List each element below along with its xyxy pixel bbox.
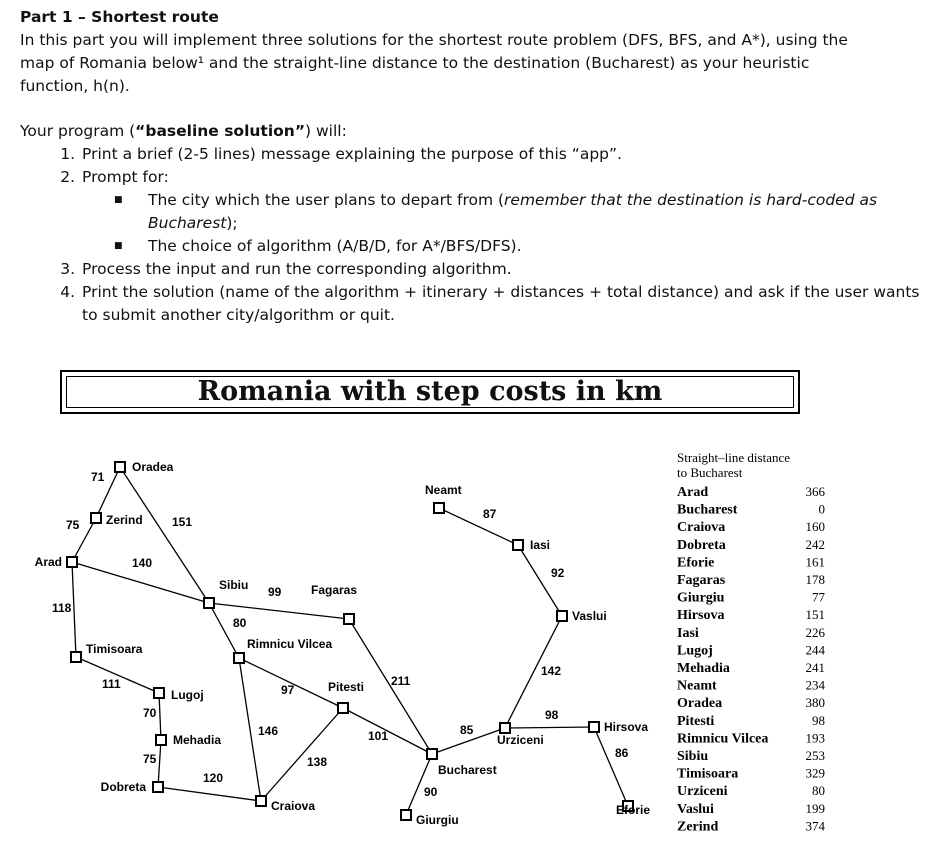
road-distance-label: 99 (268, 585, 282, 599)
sld-city-value: 380 (805, 695, 825, 711)
road-distance-label: 75 (143, 752, 157, 766)
sld-city-name: Iasi (677, 625, 699, 641)
road-distance-label: 70 (143, 706, 157, 720)
city-node-neamt (434, 503, 444, 513)
sld-city-value: 160 (805, 519, 825, 535)
road-lugoj-mehadia (159, 693, 161, 740)
city-label-oradea: Oradea (132, 460, 174, 474)
sld-city-name: Urziceni (677, 784, 728, 800)
sld-title: Straight–line distance (677, 450, 791, 465)
road-distance-label: 80 (233, 616, 247, 630)
road-distance-label: 118 (52, 601, 72, 615)
sld-city-value: 178 (805, 572, 825, 587)
road-distance-label: 97 (281, 683, 295, 697)
sld-city-name: Neamt (677, 678, 717, 694)
city-label-timisoara: Timisoara (86, 642, 143, 656)
city-label-vaslui: Vaslui (572, 609, 607, 623)
sld-city-name: Lugoj (677, 643, 713, 659)
sld-city-value: 193 (805, 730, 825, 746)
city-label-dobreta: Dobreta (100, 780, 146, 794)
bullet-text: The choice of algorithm (A/B/D, for A*/BFS/DFS). (148, 237, 522, 255)
road-distance-label: 151 (172, 515, 193, 529)
road-iasi-neamt (439, 508, 518, 545)
road-arad-timisoara (72, 562, 76, 657)
city-node-iasi (513, 540, 523, 550)
city-label-lugoj: Lugoj (171, 688, 204, 702)
city-node-fagaras (344, 614, 354, 624)
road-distance-label: 111 (102, 677, 121, 691)
road-urziceni-hirsova (505, 727, 594, 728)
sld-city-value: 329 (805, 765, 825, 781)
sld-city-name: Fagaras (677, 573, 726, 588)
road-distance-label: 211 (391, 674, 411, 688)
sld-city-value: 0 (818, 501, 825, 517)
city-node-craiova (256, 796, 266, 806)
road-sibiu-rimnicu (209, 603, 239, 658)
map-title: Romania with step costs in km (197, 376, 663, 407)
city-label-pitesti: Pitesti (328, 680, 365, 694)
road-distance-label: 86 (615, 746, 629, 760)
sld-subtitle: to Bucharest (677, 465, 743, 480)
sld-city-name: Sibiu (677, 749, 709, 764)
city-label-urziceni: Urziceni (497, 733, 544, 747)
city-node-hirsova (589, 722, 599, 732)
city-label-fagaras: Fagaras (311, 583, 358, 597)
sld-city-name: Giurgiu (677, 590, 725, 606)
city-label-eforie: Eforie (616, 803, 651, 817)
city-node-dobreta (153, 782, 163, 792)
city-node-oradea (115, 462, 125, 472)
city-node-sibiu (204, 598, 214, 608)
city-label-iasi: Iasi (530, 538, 551, 552)
sld-city-value: 161 (805, 554, 825, 570)
road-distance-label: 142 (541, 664, 562, 678)
city-label-bucharest: Bucharest (438, 763, 497, 777)
city-label-hirsova: Hirsova (604, 720, 649, 734)
step-text: Prompt for: (82, 168, 169, 186)
city-label-craiova: Craiova (271, 799, 316, 813)
road-oradea-sibiu (120, 467, 209, 603)
road-distance-label: 71 (91, 470, 105, 484)
city-label-arad: Arad (34, 555, 62, 569)
lead-bold-text: “baseline solution” (135, 122, 306, 140)
city-node-bucharest (427, 749, 437, 759)
road-dobreta-craiova (158, 787, 261, 801)
bullet-italic: remember that the destination is hard-coded as Bucharest (148, 191, 878, 232)
city-node-mehadia (156, 735, 166, 745)
section-title: Part 1 – Shortest route (20, 8, 219, 26)
road-distance-label: 98 (545, 708, 559, 722)
road-distance-label: 90 (424, 785, 438, 799)
city-node-zerind (91, 513, 101, 523)
lead-text: Your program ( (20, 122, 136, 140)
sld-city-value: 77 (812, 589, 825, 605)
sld-city-value: 98 (812, 712, 825, 728)
lead-text-end: ) will: (305, 122, 347, 140)
road-distance-label: 75 (66, 518, 80, 532)
road-hirsova-eforie (594, 727, 628, 806)
sld-city-value: 151 (805, 607, 825, 623)
road-distance-label: 138 (307, 755, 328, 769)
city-node-giurgiu (401, 810, 411, 820)
sld-city-value: 80 (812, 783, 825, 799)
city-label-mehadia: Mehadia (173, 733, 222, 747)
sld-city-name: Vaslui (677, 801, 714, 817)
sld-city-name: Timisoara (677, 766, 739, 782)
city-node-timisoara (71, 652, 81, 662)
sld-city-name: Bucharest (677, 502, 738, 518)
city-node-urziceni (500, 723, 510, 733)
city-node-arad (67, 557, 77, 567)
sld-city-name: Craiova (677, 520, 726, 536)
road-mehadia-dobreta (158, 740, 161, 787)
road-sibiu-fagaras (209, 603, 349, 619)
road-distance-label: 92 (551, 566, 565, 580)
sld-city-value: 241 (805, 660, 825, 675)
city-label-neamt: Neamt (425, 483, 462, 497)
sld-city-value: 374 (805, 818, 825, 834)
step-item: 1. Print a brief (2-5 lines) message explaining the purpose of this “app”. (80, 143, 920, 166)
road-distance-label: 87 (483, 507, 497, 521)
city-node-lugoj (154, 688, 164, 698)
intro-paragraph: In this part you will implement three solutions for the shortest route problem (DFS, BFS, and A*), using the map of Romania below¹ and the straight-line distance to the destination (Bucharest) as your heuristic function, h(n). (20, 31, 848, 95)
sld-city-value: 199 (805, 800, 825, 816)
sld-city-name: Dobreta (677, 537, 726, 553)
sld-city-name: Arad (677, 485, 709, 500)
city-label-giurgiu: Giurgiu (416, 813, 459, 827)
road-vaslui-iasi (518, 545, 562, 616)
city-node-rimnicu (234, 653, 244, 663)
city-label-zerind: Zerind (106, 513, 143, 527)
road-distance-label: 146 (258, 724, 279, 738)
sld-city-value: 366 (805, 484, 825, 499)
road-distance-label: 85 (460, 723, 474, 737)
sld-city-name: Eforie (677, 555, 715, 571)
sld-city-value: 244 (805, 642, 825, 658)
sld-city-name: Oradea (677, 696, 723, 712)
step-item: 4. Print the solution (name of the algorithm + itinerary + distances + total distance) and ask if the user wants to submit another city/algorithm or quit. (80, 281, 920, 327)
sld-city-value: 234 (805, 677, 825, 693)
road-distance-label: 101 (368, 729, 389, 743)
sld-city-name: Pitesti (677, 713, 715, 729)
road-distance-label: 120 (203, 771, 224, 785)
city-label-rimnicu: Rimnicu Vilcea (247, 637, 333, 651)
sld-city-name: Zerind (677, 819, 719, 835)
bullet-text: The city which the user plans to depart from ( (148, 191, 505, 209)
step-item: 3. Process the input and run the corresponding algorithm. (80, 258, 920, 281)
city-label-sibiu: Sibiu (219, 578, 249, 592)
road-distance-label: 140 (132, 556, 153, 570)
sld-city-name: Mehadia (677, 661, 730, 676)
bullet-text-end: ); (226, 214, 238, 232)
sld-city-value: 242 (805, 536, 825, 552)
sld-city-value: 253 (805, 748, 825, 763)
sld-city-name: Hirsova (677, 608, 725, 624)
sld-city-name: Rimnicu Vilcea (677, 731, 769, 747)
road-craiova-pitesti (261, 708, 343, 801)
city-node-pitesti (338, 703, 348, 713)
city-node-vaslui (557, 611, 567, 621)
sld-city-value: 226 (805, 624, 825, 640)
